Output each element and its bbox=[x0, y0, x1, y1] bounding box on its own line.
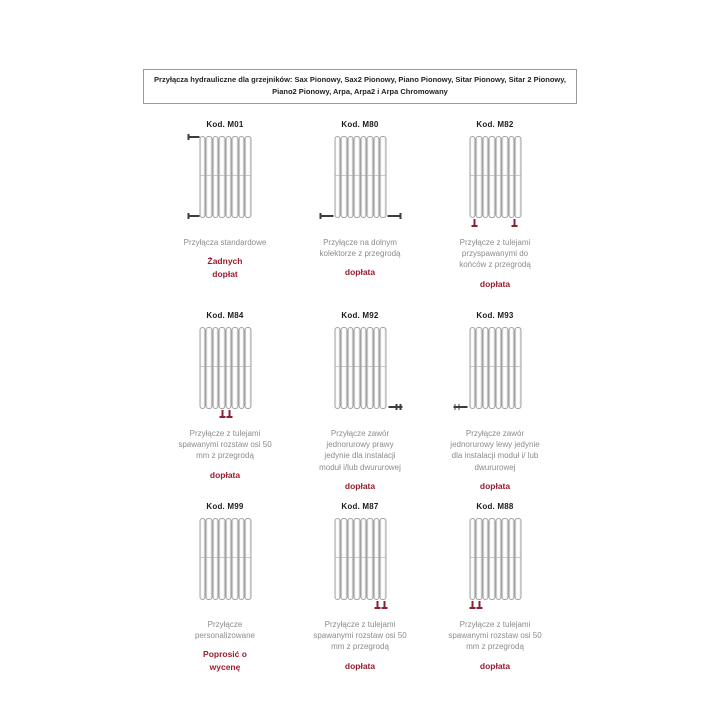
code-label: Kod. M93 bbox=[476, 311, 514, 320]
radiator-tube bbox=[502, 136, 509, 218]
radiator-tubes bbox=[334, 518, 386, 600]
price-note: dopłata bbox=[344, 660, 376, 671]
radiator-diagram bbox=[185, 516, 265, 610]
radiator-tube bbox=[206, 327, 213, 409]
code-label: Kod. M82 bbox=[476, 120, 514, 129]
radiator-tube bbox=[354, 518, 361, 600]
radiator-tube bbox=[354, 327, 361, 409]
description: Przyłącze na dolnym kolektorze z przegrodą bbox=[319, 238, 401, 259]
bottom-right-valve-icon bbox=[388, 406, 402, 408]
radiator-tube bbox=[476, 327, 483, 409]
product-grid bbox=[158, 112, 563, 685]
radiator-tube bbox=[219, 327, 226, 409]
radiator-tube bbox=[232, 518, 239, 600]
radiator-tube bbox=[245, 327, 252, 409]
code-label: Kod. M01 bbox=[206, 120, 244, 129]
bottom-right-outward-stub-icon bbox=[387, 215, 400, 217]
radiator-tube bbox=[489, 136, 496, 218]
radiator-tubes bbox=[469, 518, 521, 600]
price-note: Żadnych dopłat bbox=[207, 256, 243, 279]
radiator-tubes bbox=[334, 136, 386, 218]
cell-m01 bbox=[158, 112, 293, 303]
radiator-tubes bbox=[199, 136, 251, 218]
description: Przyłącze z tulejami spawanymi rozstaw osi 50 mm z przegrodą bbox=[178, 429, 272, 461]
cell-m92 bbox=[293, 303, 428, 494]
radiator-tube bbox=[502, 518, 509, 600]
price-note: dopłata bbox=[209, 469, 241, 480]
bottom-pin-icon bbox=[513, 219, 515, 225]
radiator-tubes bbox=[199, 518, 251, 600]
radiator-tube bbox=[219, 136, 226, 218]
description: Przyłącze zawór jednorurowy lewy jedynie dla instalacji moduł i/ lub dwururowej bbox=[450, 429, 540, 472]
bottom-pin-icon bbox=[473, 219, 475, 225]
radiator-tube bbox=[245, 136, 252, 218]
code-label: Kod. M84 bbox=[206, 311, 244, 320]
radiator-tubes bbox=[199, 327, 251, 409]
header-box bbox=[143, 69, 577, 104]
radiator-diagram bbox=[455, 516, 535, 610]
bottom-pin-icon bbox=[228, 410, 230, 416]
radiator-tube bbox=[502, 327, 509, 409]
radiator-tube bbox=[515, 136, 522, 218]
header-text: Przyłącza hydrauliczne dla grzejników: Sax Pionowy, Sax2 Pionowy, Piano Pionowy, Sitar Pionowy, Sitar 2 Pionowy, Piano2 Pionowy, Arpa, Arpa2 i Arpa Chromowany bbox=[154, 75, 566, 97]
radiator-tube bbox=[515, 518, 522, 600]
cell-m82 bbox=[428, 112, 563, 303]
radiator-diagram bbox=[320, 516, 400, 610]
price-note: dopłata bbox=[479, 278, 511, 289]
bottom-pin-icon bbox=[376, 601, 378, 607]
bottom-left-stub-icon bbox=[188, 215, 199, 217]
radiator-tube bbox=[245, 518, 252, 600]
radiator-tube bbox=[232, 327, 239, 409]
radiator-diagram bbox=[185, 134, 265, 228]
code-label: Kod. M80 bbox=[341, 120, 379, 129]
radiator-tube bbox=[380, 136, 387, 218]
code-label: Kod. M87 bbox=[341, 502, 379, 511]
cell-m80 bbox=[293, 112, 428, 303]
code-label: Kod. M92 bbox=[341, 311, 379, 320]
radiator-diagram bbox=[455, 325, 535, 419]
radiator-tube bbox=[476, 136, 483, 218]
radiator-tube bbox=[206, 518, 213, 600]
radiator-tubes bbox=[469, 136, 521, 218]
radiator-tube bbox=[367, 327, 374, 409]
radiator-tube bbox=[489, 327, 496, 409]
price-note: Poprosić o wycenę bbox=[203, 649, 247, 673]
price-note: dopłata bbox=[479, 660, 511, 671]
radiator-tube bbox=[380, 327, 387, 409]
bottom-pin-icon bbox=[478, 601, 480, 607]
price-note: dopłata bbox=[479, 480, 511, 491]
bottom-left-outward-stub-icon bbox=[320, 215, 333, 217]
cell-m88 bbox=[428, 494, 563, 685]
cell-m87 bbox=[293, 494, 428, 685]
price-note: dopłata bbox=[344, 480, 376, 491]
radiator-tube bbox=[489, 518, 496, 600]
cell-m93 bbox=[428, 303, 563, 494]
radiator-diagram bbox=[320, 134, 400, 228]
code-label: Kod. M88 bbox=[476, 502, 514, 511]
radiator-tube bbox=[341, 518, 348, 600]
description: Przyłącze z tulejami przyspawanymi do końców z przegrodą bbox=[459, 238, 531, 270]
top-left-stub-icon bbox=[188, 136, 199, 138]
radiator-tubes bbox=[334, 327, 386, 409]
description: Przyłącze personalizowane bbox=[194, 620, 256, 641]
radiator-tubes bbox=[469, 327, 521, 409]
bottom-left-valve-icon bbox=[453, 406, 467, 408]
radiator-tube bbox=[219, 518, 226, 600]
description: Przyłącze zawór jednorurowy prawy jedynie dla instalacji moduł i/lub dwururowej bbox=[319, 429, 401, 472]
radiator-diagram bbox=[320, 325, 400, 419]
radiator-tube bbox=[341, 136, 348, 218]
description: Przyłącze z tulejami spawanymi rozstaw osi 50 mm z przegrodą bbox=[313, 620, 407, 652]
radiator-tube bbox=[354, 136, 361, 218]
cell-m84 bbox=[158, 303, 293, 494]
radiator-diagram bbox=[455, 134, 535, 228]
radiator-tube bbox=[380, 518, 387, 600]
radiator-tube bbox=[232, 136, 239, 218]
radiator-diagram bbox=[185, 325, 265, 419]
radiator-tube bbox=[515, 327, 522, 409]
bottom-pin-icon bbox=[221, 410, 223, 416]
bottom-pin-icon bbox=[471, 601, 473, 607]
description: Przyłącze z tulejami spawanymi rozstaw osi 50 mm z przegrodą bbox=[448, 620, 542, 652]
bottom-pin-icon bbox=[383, 601, 385, 607]
radiator-tube bbox=[476, 518, 483, 600]
radiator-tube bbox=[367, 518, 374, 600]
cell-m99 bbox=[158, 494, 293, 685]
radiator-tube bbox=[341, 327, 348, 409]
description: Przyłącza standardowe bbox=[183, 238, 267, 247]
code-label: Kod. M99 bbox=[206, 502, 244, 511]
price-note: dopłata bbox=[344, 267, 376, 278]
radiator-tube bbox=[206, 136, 213, 218]
radiator-tube bbox=[367, 136, 374, 218]
